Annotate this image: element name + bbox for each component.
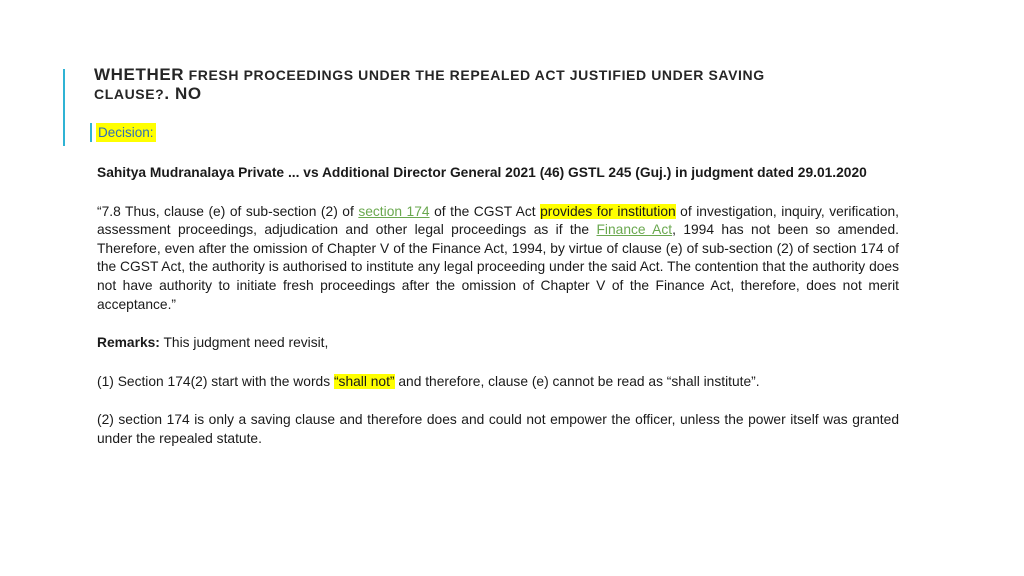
point-1-before: (1) Section 174(2) start with the words xyxy=(97,373,334,389)
title-line2: CLAUSE? xyxy=(94,86,165,102)
quote-part2: of the CGST Act xyxy=(429,203,541,219)
quote-highlight: provides for institution xyxy=(540,203,676,219)
finance-act-link[interactable]: Finance Act xyxy=(596,222,673,238)
slide-title xyxy=(94,66,914,104)
remarks-label: Remarks: xyxy=(97,335,160,351)
point-1-highlight: “shall not” xyxy=(333,373,395,389)
quote-part4: , 1994 has not been so amended. Therefore, even after the omission of Chapter V of the Finance Act, 1994, by virtue of clause (e) of sub-section (2) of section 174 of the CGST Act, the authority is authorised to institute any legal proceeding under the said Act. The contention that the authority does not have authority to initiate fresh proceedings after the omission of Chapter V of the Finance Act, therefore, does not merit acceptance.” xyxy=(97,222,899,312)
quote-part3: of investigation, inquiry, verification, assessment proceedings, adjudication and other legal proceedings as if the xyxy=(97,203,899,238)
quote-part1: “7.8 Thus, clause (e) of sub-section (2) of xyxy=(97,203,359,219)
title-lead: WHETHER xyxy=(94,65,185,84)
case-citation: Sahitya Mudranalaya Private ... vs Additional Director General 2021 (46) GSTL 245 (Guj.) in judgment dated 29.01.2020 xyxy=(97,165,867,180)
decision-tick xyxy=(90,123,92,142)
section-174-link[interactable]: section 174 xyxy=(358,203,430,219)
remarks-text: This judgment need revisit, xyxy=(159,335,329,351)
title-rest: FRESH PROCEEDINGS UNDER THE REPEALED ACT JUSTIFIED UNDER SAVING xyxy=(184,67,765,83)
point-1-after: and therefore, clause (e) cannot be read as “shall institute”. xyxy=(394,373,760,389)
remarks xyxy=(97,334,899,353)
slide-content xyxy=(97,164,899,449)
decision-heading xyxy=(90,123,156,142)
judgment-quote xyxy=(97,203,899,315)
point-2: (2) section 174 is only a saving clause and therefore does and could not empower the officer, unless the power itself was granted under the repealed statute. xyxy=(97,412,899,446)
point-1 xyxy=(97,373,899,392)
accent-bar xyxy=(63,69,65,146)
title-answer: . NO xyxy=(164,84,202,103)
decision-label: Decision: xyxy=(98,125,154,140)
